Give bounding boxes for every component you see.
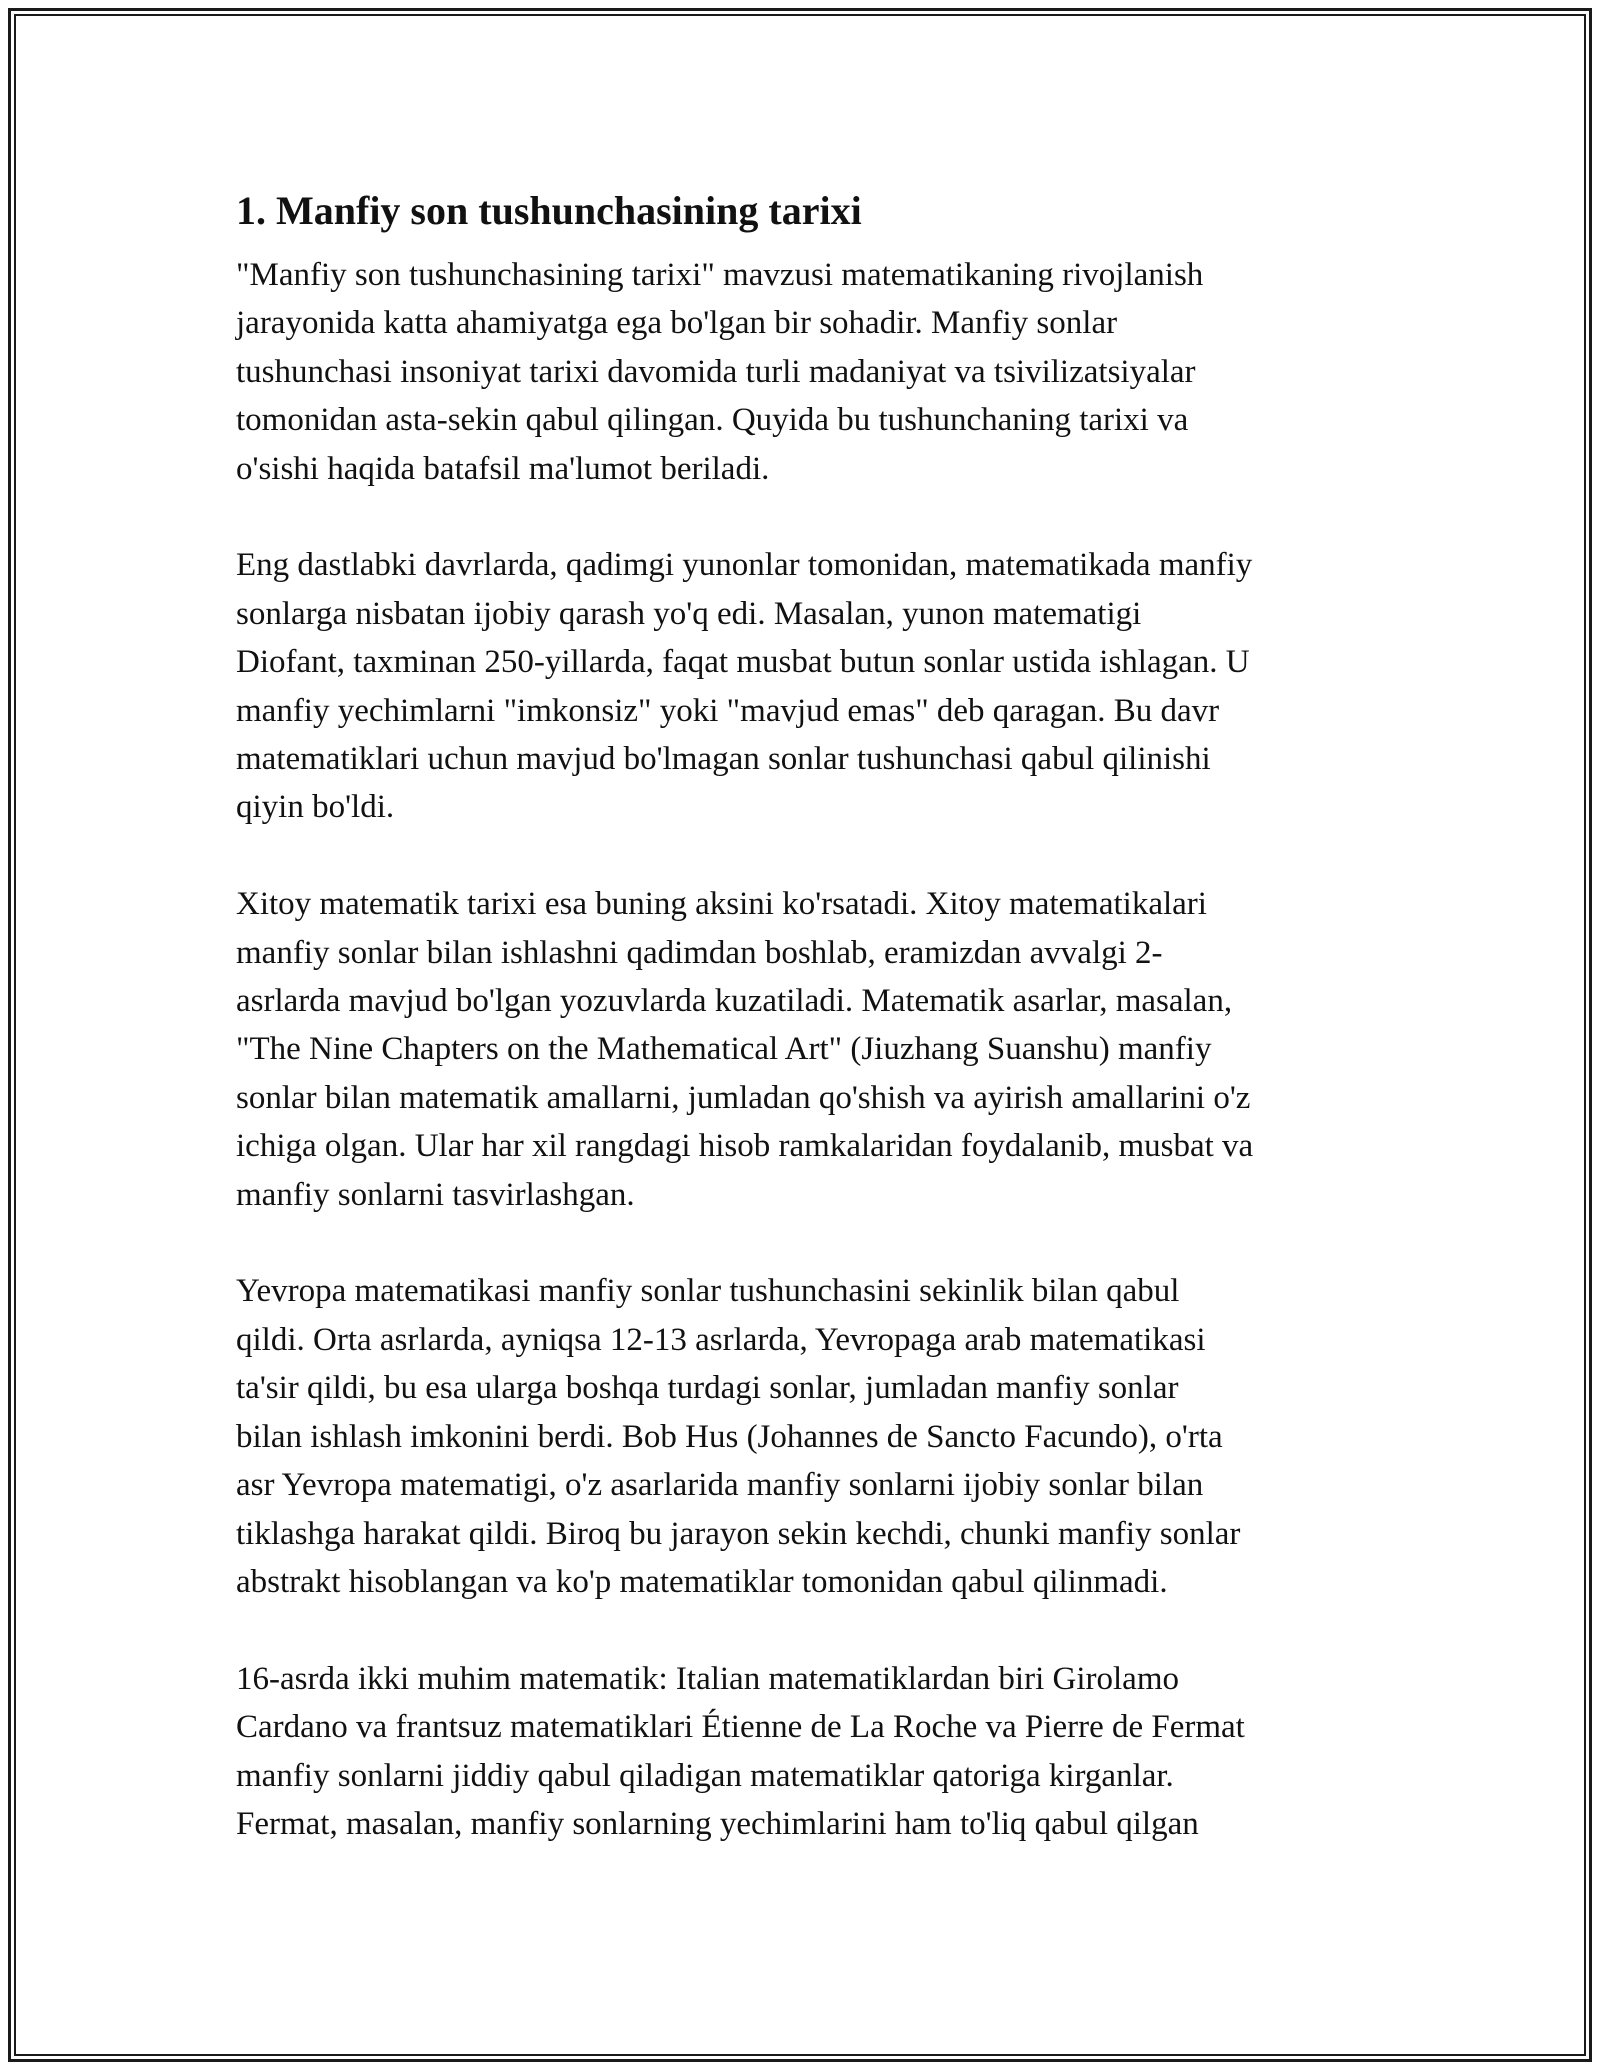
text-line: tomonidan asta-sekin qabul qilingan. Quyida bu tushunchaning tarixi va: [236, 402, 1189, 439]
text-line: matematiklari uchun mavjud bo'lmagan sonlar tushunchasi qabul qilinishi: [236, 741, 1211, 778]
text-line: tiklashga harakat qildi. Biroq bu jarayon sekin kechdi, chunki manfiy sonlar: [236, 1515, 1241, 1552]
text-line: Eng dastlabki davrlarda, qadimgi yunonlar tomonidan, matematikada manfiy: [236, 547, 1253, 584]
text-line: asrlarda mavjud bo'lgan yozuvlarda kuzatiladi. Matematik asarlar, masalan,: [236, 983, 1233, 1020]
paragraph-europe: [236, 1267, 1376, 1606]
text-line: o'sishi haqida batafsil ma'lumot beriladi.: [236, 450, 770, 487]
text-line: Cardano va frantsuz matematiklari Étienne de La Roche va Pierre de Fermat: [236, 1709, 1245, 1746]
text-line: 16-asrda ikki muhim matematik: Italian matematiklardan biri Girolamo: [236, 1660, 1179, 1697]
text-line: manfiy sonlarni tasvirlashgan.: [236, 1176, 635, 1213]
text-line: ichiga olgan. Ular har xil rangdagi hisob ramkalaridan foydalanib, musbat va: [236, 1128, 1254, 1165]
text-line: Diofant, taxminan 250-yillarda, faqat musbat butun sonlar ustida ishlagan. U: [236, 644, 1250, 681]
text-line: asr Yevropa matematigi, o'z asarlarida manfiy sonlarni ijobiy sonlar bilan: [236, 1467, 1204, 1504]
text-line: "Manfiy son tushunchasining tarixi" mavzusi matematikaning rivojlanish: [236, 257, 1204, 293]
text-line: sonlarga nisbatan ijobiy qarash yo'q edi. Masalan, yunon matematigi: [236, 595, 1142, 632]
text-line: manfiy sonlar bilan ishlashni qadimdan boshlab, eramizdan avvalgi 2-: [236, 934, 1163, 971]
document-body: [236, 185, 1376, 1897]
text-line: qiyin bo'ldi.: [236, 789, 395, 826]
text-line: Fermat, masalan, manfiy sonlarning yechimlarini ham to'liq qabul qilgan: [236, 1805, 1199, 1842]
text-line: Yevropa matematikasi manfiy sonlar tushunchasini sekinlik bilan qabul: [236, 1273, 1180, 1310]
text-line: qildi. Orta asrlarda, ayniqsa 12-13 asrlarda, Yevropaga arab matematikasi: [236, 1321, 1206, 1358]
text-line: tushunchasi insoniyat tarixi davomida turli madaniyat va tsivilizatsiyalar: [236, 353, 1196, 390]
paragraph-china: [236, 880, 1376, 1219]
text-line: bilan ishlash imkonini berdi. Bob Hus (Johannes de Sancto Facundo), o'rta: [236, 1418, 1223, 1455]
text-line: "The Nine Chapters on the Mathematical Art" (Jiuzhang Suanshu) manfiy: [236, 1031, 1212, 1068]
text-line: manfiy yechimlarni "imkonsiz" yoki "mavjud emas" deb qaragan. Bu davr: [236, 692, 1220, 729]
text-line: sonlar bilan matematik amallarni, jumladan qo'shish va ayirish amallarini o'z: [236, 1079, 1251, 1116]
text-line: manfiy sonlarni jiddiy qabul qiladigan matematiklar qatoriga kirganlar.: [236, 1757, 1174, 1794]
text-line: jarayonida katta ahamiyatga ega bo'lgan bir sohadir. Manfiy sonlar: [236, 305, 1118, 342]
section-heading: 1. Manfiy son tushunchasining tarixi: [236, 188, 862, 233]
text-line: Xitoy matematik tarixi esa buning aksini ko'rsatadi. Xitoy matematikalari: [236, 886, 1207, 923]
paragraph-intro: [236, 251, 1376, 493]
text-line: ta'sir qildi, bu esa ularga boshqa turdagi sonlar, jumladan manfiy sonlar: [236, 1370, 1179, 1407]
text-line: abstrakt hisoblangan va ko'p matematiklar tomonidan qabul qilinmadi.: [236, 1563, 1168, 1600]
paragraph-greeks: [236, 541, 1376, 831]
paragraph-16th-century: [236, 1655, 1376, 1849]
